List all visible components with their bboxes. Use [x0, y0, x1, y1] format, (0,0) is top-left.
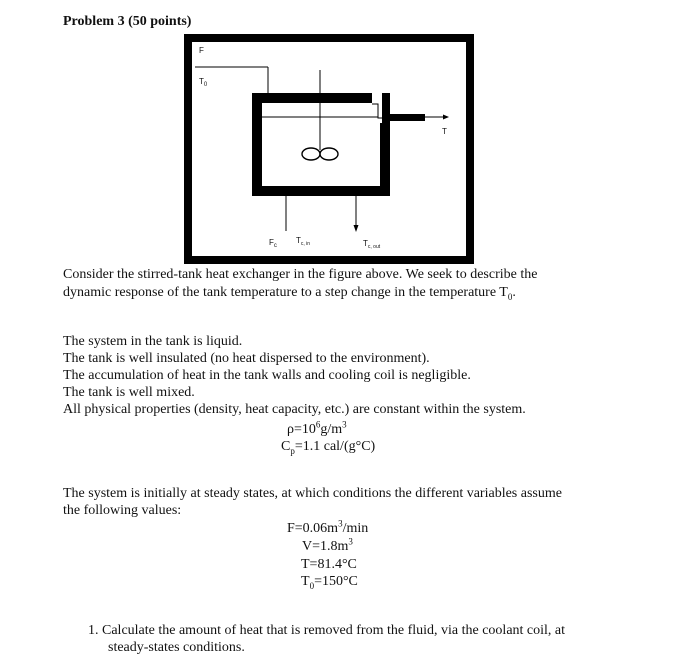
flow-rate-value: $F=0.06m^3/\min$ — [287, 518, 369, 536]
heat-capacity-value: $C_p=1.1$ cal/(g°C) — [281, 439, 376, 456]
assumption-item: The system in the tank is liquid. — [63, 334, 243, 349]
question-line-1: 1. Calculate the amount of heat that is removed from the fluid, via the coolant coil, at — [88, 623, 566, 638]
assumption-item: All physical properties (density, heat capacity, etc.) are constant within the system. — [63, 402, 526, 417]
question-line-2: steady-states conditions. — [108, 640, 245, 655]
outer-frame — [188, 38, 470, 260]
intro-line-1: Consider the stirred-tank heat exchanger in the figure above. We seek to describe the — [63, 267, 538, 282]
label-temp-out: T — [442, 127, 447, 136]
assumption-item: The tank is well insulated (no heat dispersed to the environment). — [63, 351, 430, 366]
heat-exchanger-diagram — [0, 0, 700, 270]
temperature-value: T=81.4°C — [301, 557, 357, 572]
impeller — [302, 148, 320, 160]
label-coolant-flow: $F_c$ — [269, 238, 277, 249]
steady-state-line-2: the following values: — [63, 503, 182, 518]
volume-value: $V=1.8m^3$ — [302, 536, 353, 554]
tank-wall — [257, 98, 385, 191]
problem-title: Problem 3 (50 points) — [63, 14, 192, 29]
density-value: $\rho=10^6g/m^3$ — [287, 419, 347, 437]
assumption-item: The accumulation of heat in the tank walls and cooling coil is negligible. — [63, 368, 471, 383]
outlet-pipe — [385, 114, 425, 121]
inlet-temperature-value: $T_0=150^\circ C$ — [301, 574, 358, 591]
label-coolant-in: $T_{c, in}$ — [296, 236, 311, 247]
label-temp-in: $T_0$ — [199, 77, 208, 88]
assumption-item: The tank is well mixed. — [63, 385, 195, 400]
label-coolant-out: $T_{c, out}$ — [363, 239, 381, 250]
label-flow-in: F — [199, 46, 204, 55]
steady-state-line-1: The system is initially at steady states, at which conditions the different variables assume — [63, 486, 562, 501]
intro-line-2: dynamic response of the tank temperature to a step change in the temperature $T_0$. — [63, 285, 516, 302]
